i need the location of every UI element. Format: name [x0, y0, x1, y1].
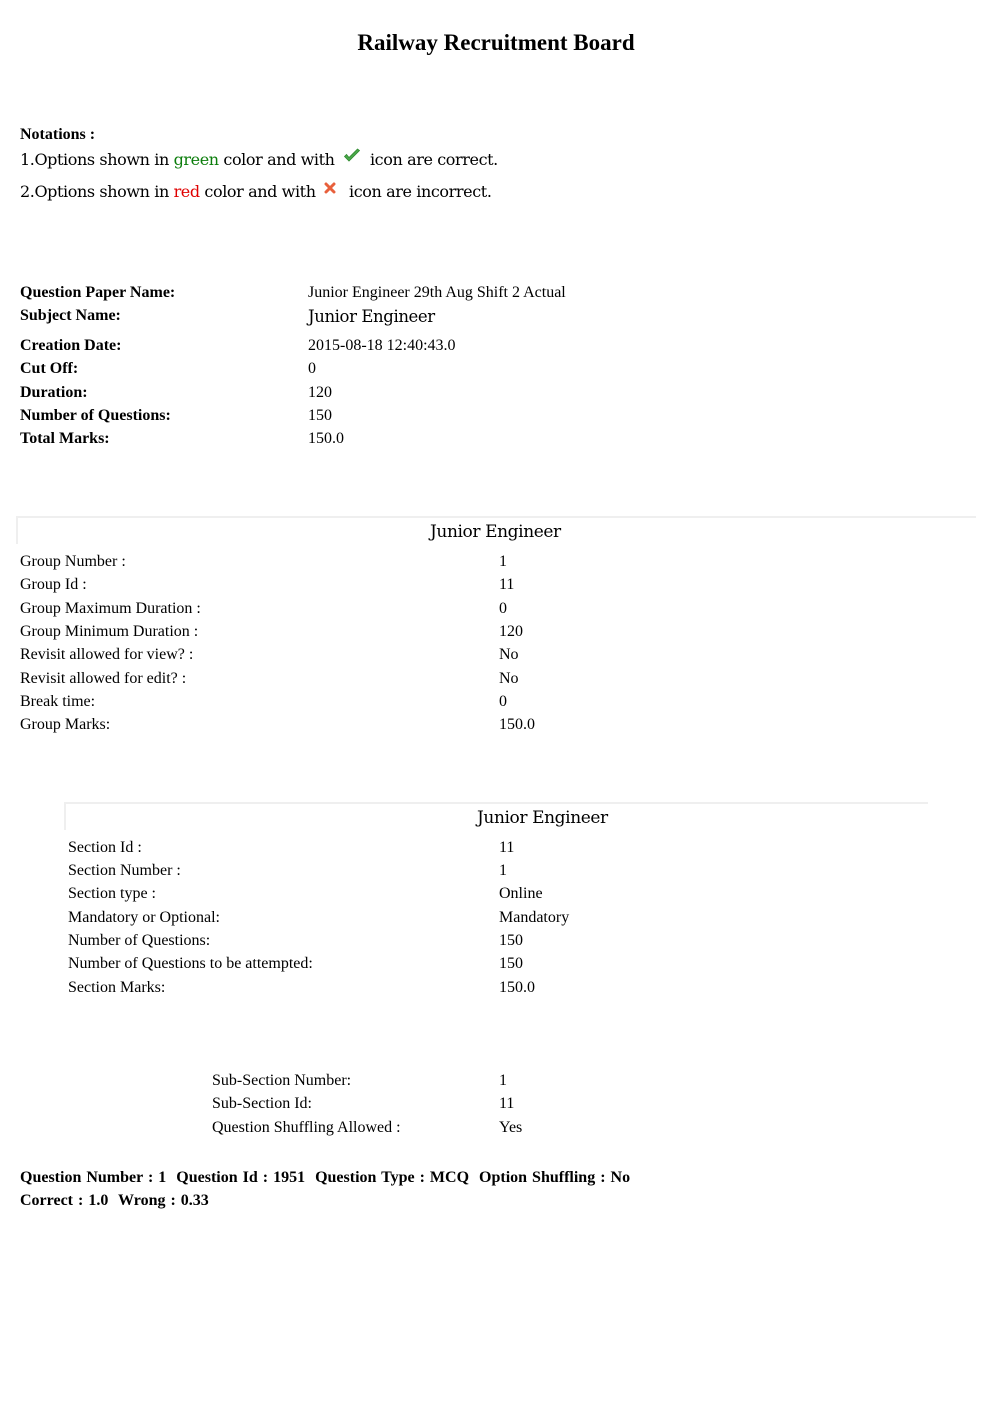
group-title: Junior Engineer: [430, 522, 561, 542]
group-label: Revisit allowed for view? :: [20, 646, 194, 663]
section-value: 11: [499, 839, 515, 856]
paper-value: 120: [308, 384, 332, 401]
notation-text: icon are correct.: [365, 150, 498, 169]
group-value: No: [499, 646, 519, 663]
section-value: Mandatory: [499, 909, 570, 926]
paper-label: Number of Questions:: [20, 407, 171, 424]
section-value: 1: [499, 862, 507, 879]
group-value: No: [499, 670, 519, 687]
paper-label: Duration:: [20, 384, 88, 401]
paper-label: Question Paper Name:: [20, 284, 176, 301]
section-label: Mandatory or Optional:: [68, 909, 220, 926]
section-title: Junior Engineer: [477, 808, 608, 828]
group-value: 120: [499, 623, 523, 640]
section-label: Section Id :: [68, 839, 142, 856]
group-label: Group Maximum Duration :: [20, 600, 201, 617]
check-icon: [343, 148, 361, 168]
section-value: 150.0: [499, 979, 535, 996]
notation-text: color and with: [199, 182, 321, 201]
notation-color-word-red: red: [173, 182, 200, 201]
group-value: 0: [499, 600, 507, 617]
paper-value: 150: [308, 407, 332, 424]
section-value: 150: [499, 932, 523, 949]
notations-label: Notations :: [20, 126, 96, 143]
subsection-label: Sub-Section Number:: [212, 1072, 352, 1089]
paper-value: 150.0: [308, 430, 344, 447]
subsection-value: 11: [499, 1095, 515, 1112]
paper-label: Creation Date:: [20, 337, 122, 354]
cross-icon: [324, 179, 336, 198]
paper-label: Subject Name:: [20, 307, 121, 324]
subsection-label: Sub-Section Id:: [212, 1095, 312, 1112]
group-label: Break time:: [20, 693, 96, 710]
paper-value: Junior Engineer 29th Aug Shift 2 Actual: [308, 284, 566, 301]
subsection-value: 1: [499, 1072, 507, 1089]
paper-value: Junior Engineer: [308, 307, 435, 326]
section-value: Online: [499, 885, 543, 902]
section-value: 150: [499, 955, 523, 972]
group-label: Revisit allowed for edit? :: [20, 670, 187, 687]
group-label: Group Minimum Duration :: [20, 623, 199, 640]
group-label: Group Id :: [20, 576, 87, 593]
subsection-value: Yes: [499, 1119, 523, 1136]
group-value: 11: [499, 576, 515, 593]
paper-value: 2015-08-18 12:40:43.0: [308, 337, 456, 354]
section-label: Section Marks:: [68, 979, 166, 996]
question-marks-line: Correct : 1.0 Wrong : 0.33: [20, 1192, 209, 1209]
notation-text: 2.Options shown in: [20, 182, 174, 201]
notation-incorrect: [20, 182, 492, 201]
notation-text: icon are incorrect.: [344, 182, 492, 201]
subsection-label: Question Shuffling Allowed :: [212, 1119, 401, 1136]
section-label: Number of Questions to be attempted:: [68, 955, 313, 972]
group-value: 1: [499, 553, 507, 570]
question-info-line: Question Number : 1 Question Id : 1951 Question Type : MCQ Option Shuffling : No: [20, 1169, 631, 1186]
notation-text: color and with: [218, 150, 340, 169]
paper-value: 0: [308, 360, 316, 377]
paper-label: Cut Off:: [20, 360, 79, 377]
section-label: Number of Questions:: [68, 932, 211, 949]
page-title: Railway Recruitment Board: [357, 30, 635, 55]
group-label: Group Number :: [20, 553, 126, 570]
paper-label: Total Marks:: [20, 430, 110, 447]
section-label: Section Number :: [68, 862, 181, 879]
group-label: Group Marks:: [20, 716, 111, 733]
notation-text: 1.Options shown in: [20, 150, 174, 169]
group-value: 0: [499, 693, 507, 710]
notation-color-word-green: green: [173, 150, 219, 169]
section-label: Section type :: [68, 885, 156, 902]
notation-correct: [20, 150, 498, 170]
group-value: 150.0: [499, 716, 535, 733]
